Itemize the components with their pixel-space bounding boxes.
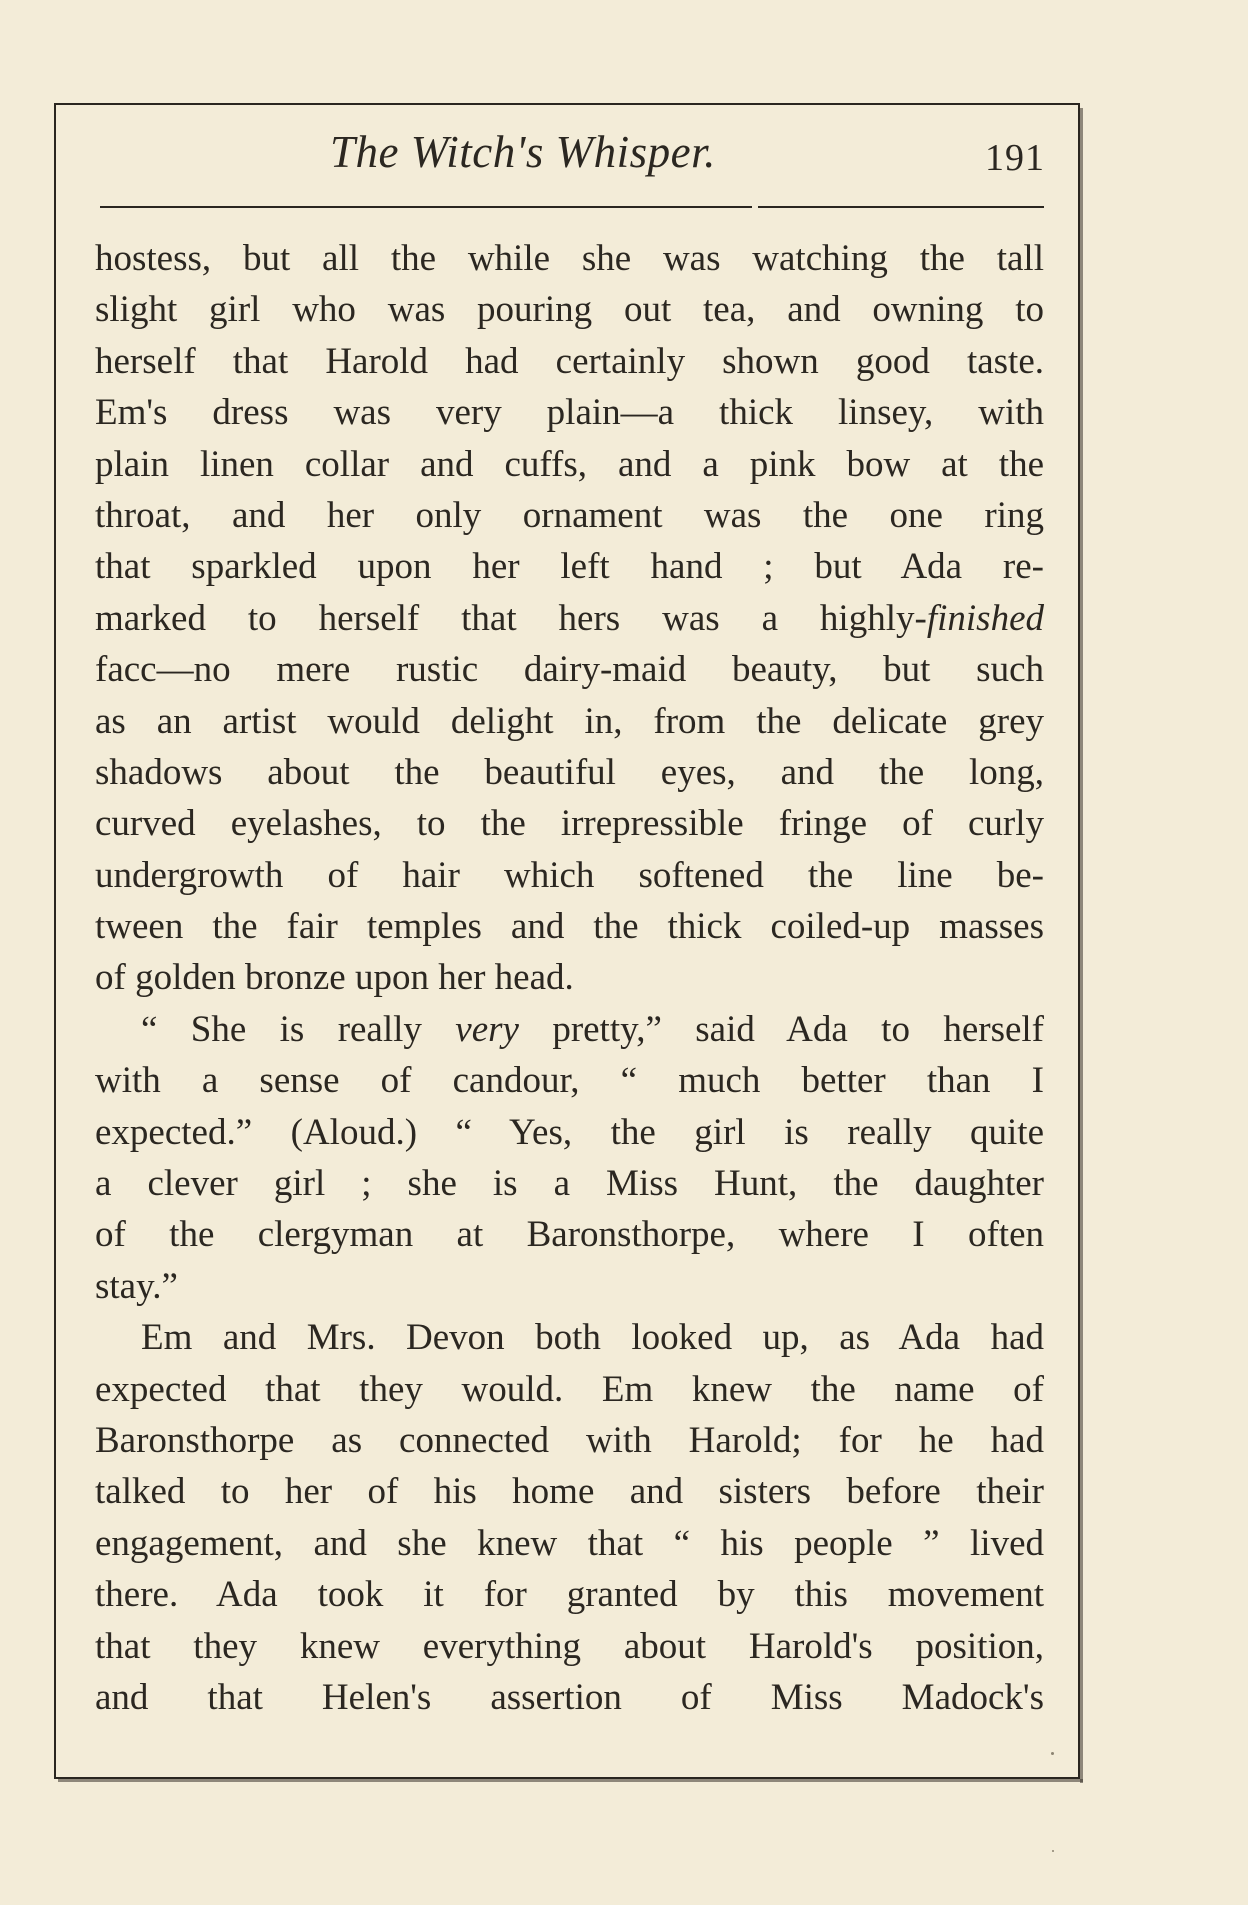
text-segment: tween the fair temples and the thick coiled-up masses — [95, 906, 1044, 948]
text-line — [95, 696, 1044, 747]
text-line — [95, 1466, 1044, 1517]
text-line — [95, 1569, 1044, 1620]
text-segment: that they knew everything about Harold's position, — [95, 1625, 1044, 1667]
text-line — [95, 901, 1044, 952]
text-segment: hostess, but all the while she was watching the tall — [95, 238, 1044, 279]
text-segment: a clever girl ; she is a Miss Hunt, the daughter — [95, 1163, 1044, 1205]
text-segment: slight girl who was pouring out tea, and owning to — [95, 289, 1044, 331]
text-segment: plain linen collar and cuffs, and a pink bow at the — [95, 443, 1044, 485]
text-line — [95, 1621, 1044, 1672]
text-line — [95, 644, 1044, 695]
text-segment: curved eyelashes, to the irrepressible fringe of curly — [95, 803, 1044, 845]
paper-speck — [1052, 1850, 1054, 1852]
text-segment: as an artist would delight in, from the delicate grey — [95, 700, 1044, 742]
text-line — [95, 1364, 1044, 1415]
text-line — [95, 233, 1044, 284]
text-segment: that sparkled upon her left hand ; but Ada re- — [95, 546, 1044, 588]
text-line — [95, 284, 1044, 335]
running-head — [0, 126, 1248, 186]
text-line — [95, 1518, 1044, 1569]
running-title: The Witch's Whisper. — [330, 127, 716, 177]
text-segment: of golden bronze upon her head. — [95, 957, 574, 999]
header-rule — [100, 206, 752, 208]
text-segment: engagement, and she knew that “ his people ” lived — [95, 1522, 1044, 1564]
text-line — [95, 541, 1044, 592]
text-segment: pretty,” said Ada to herself — [518, 1008, 1044, 1050]
header-rule — [758, 206, 1044, 208]
text-line — [95, 387, 1044, 438]
page-border-shadow — [1080, 108, 1083, 1783]
text-segment: shadows about the beautiful eyes, and the long, — [95, 751, 1044, 793]
text-segment: undergrowth of hair which softened the line be- — [95, 854, 1044, 896]
text-line — [95, 1312, 1044, 1363]
text-segment: Em's dress was very plain—a thick linsey, with — [95, 392, 1044, 434]
italic-text: finished — [926, 597, 1044, 639]
body-text — [95, 233, 1044, 1723]
text-line — [95, 1209, 1044, 1260]
text-segment: stay.” — [95, 1265, 178, 1307]
text-line — [95, 1107, 1044, 1158]
page-number: 191 — [985, 137, 1045, 179]
text-segment: herself that Harold had certainly shown good taste. — [95, 340, 1044, 382]
text-line — [95, 850, 1044, 901]
text-line — [95, 1158, 1044, 1209]
text-segment: expected.” (Aloud.) “ Yes, the girl is really quite — [95, 1111, 1044, 1153]
text-line — [95, 593, 1044, 644]
text-segment: talked to her of his home and sisters before their — [95, 1471, 1044, 1513]
text-segment: Baronsthorpe as connected with Harold; for he had — [95, 1419, 1044, 1461]
text-line — [95, 1004, 1044, 1055]
text-segment: of the clergyman at Baronsthorpe, where I often — [95, 1214, 1044, 1256]
text-line — [95, 747, 1044, 798]
text-line — [95, 798, 1044, 849]
text-line — [95, 1261, 1044, 1312]
text-segment: with a sense of candour, “ much better than I — [95, 1060, 1044, 1102]
text-line — [95, 336, 1044, 387]
paper-speck — [1051, 1752, 1054, 1755]
text-line — [95, 1055, 1044, 1106]
text-segment: throat, and her only ornament was the one ring — [95, 494, 1044, 536]
text-segment: facc—no mere rustic dairy-maid beauty, but such — [95, 649, 1044, 691]
text-line — [95, 439, 1044, 490]
text-segment: Em and Mrs. Devon both looked up, as Ada had — [141, 1317, 1044, 1359]
text-segment: and that Helen's assertion of Miss Madock's — [95, 1676, 1044, 1718]
italic-text: very — [455, 1008, 519, 1050]
text-line — [95, 952, 1044, 1003]
text-segment: expected that they would. Em knew the name of — [95, 1368, 1044, 1410]
text-segment: marked to herself that hers was a highly- — [95, 597, 927, 639]
page-border-shadow — [58, 1779, 1083, 1782]
text-line — [95, 490, 1044, 541]
text-segment: there. Ada took it for granted by this movement — [95, 1574, 1044, 1616]
text-line — [95, 1415, 1044, 1466]
text-line — [95, 1672, 1044, 1723]
text-segment: “ She is really — [141, 1008, 456, 1050]
